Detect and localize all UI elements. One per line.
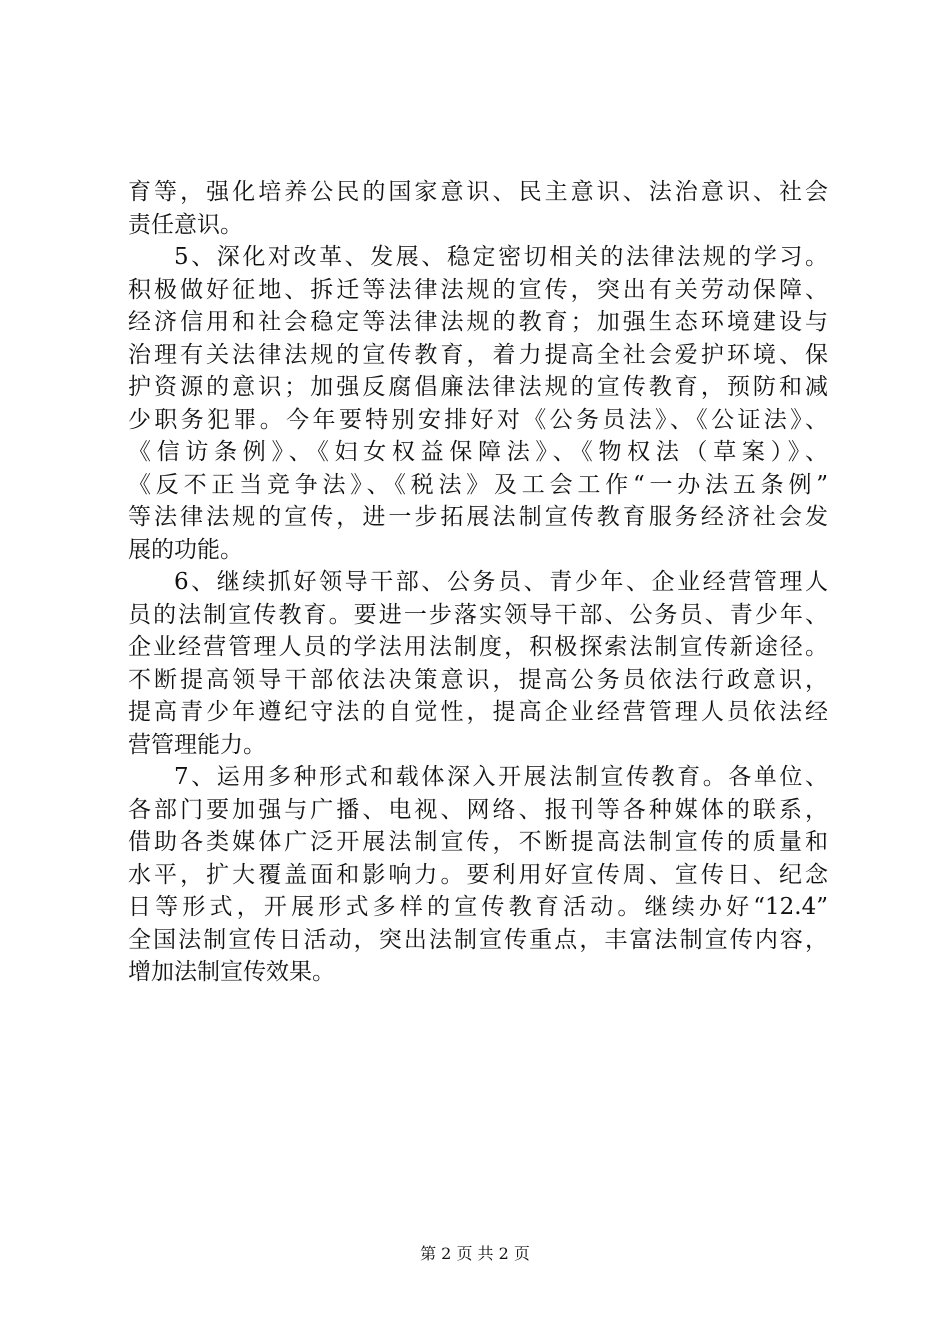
text-line: 积极做好征地、拆迁等法律法规的宣传，突出有关劳动保障、 [128,276,828,303]
paragraph-7-first-line: 7、运用多种形式和载体深入开展法制宣传教育。各单位、 [174,764,828,790]
text-line: 护资源的意识；加强反腐倡廉法律法规的宣传教育，预防和减 [128,374,828,400]
paragraph-6-first-line: 6、继续抓好领导干部、公务员、青少年、企业经营管理人 [174,569,828,595]
text-line: 全国法制宣传日活动，突出法制宣传重点，丰富法制宣传内容， [128,926,828,953]
text-line: 营管理能力。 [128,731,266,758]
text-line: 展的功能。 [128,536,243,563]
text-line: 日等形式，开展形式多样的宣传教育活动。继续办好“12.4” [128,894,828,920]
document-body [128,176,828,989]
text-line: 企业经营管理人员的学法用法制度，积极探索法制宣传新途径。 [128,634,828,660]
text-line: 水平，扩大覆盖面和影响力。要利用好宣传周、宣传日、纪念 [128,861,828,888]
text-line: 借助各类媒体广泛开展法制宣传，不断提高法制宣传的质量和 [128,829,828,855]
text-line: 增加法制宣传效果。 [128,959,335,985]
text-line: 责任意识。 [128,211,243,238]
paragraph-5-first-line: 5、深化对改革、发展、稳定密切相关的法律法规的学习。 [174,244,828,270]
text-line: 治理有关法律法规的宣传教育，着力提高全社会爱护环境、保 [128,341,828,368]
text-line: 《信访条例》、《妇女权益保障法》、《物权法（草案）》、 [128,439,828,465]
text-line: 各部门要加强与广播、电视、网络、报刊等各种媒体的联系， [128,796,828,823]
text-line: 育等，强化培养公民的国家意识、民主意识、法治意识、社会 [128,179,828,205]
text-line: 经济信用和社会稳定等法律法规的教育；加强生态环境建设与 [128,309,828,335]
text-line: 员的法制宣传教育。要进一步落实领导干部、公务员、青少年、 [128,601,828,628]
text-line: 少职务犯罪。今年要特别安排好对《公务员法》、《公证法》、 [128,406,828,433]
text-line: 《反不正当竞争法》、《税法》及工会工作“一办法五条例” [128,471,828,498]
text-line: 提高青少年遵纪守法的自觉性，提高企业经营管理人员依法经 [128,699,828,725]
text-line: 等法律法规的宣传，进一步拓展法制宣传教育服务经济社会发 [128,504,828,530]
text-line: 不断提高领导干部依法决策意识，提高公务员依法行政意识， [128,666,828,693]
page-number-footer: 第 2 页 共 2 页 [420,1244,530,1263]
